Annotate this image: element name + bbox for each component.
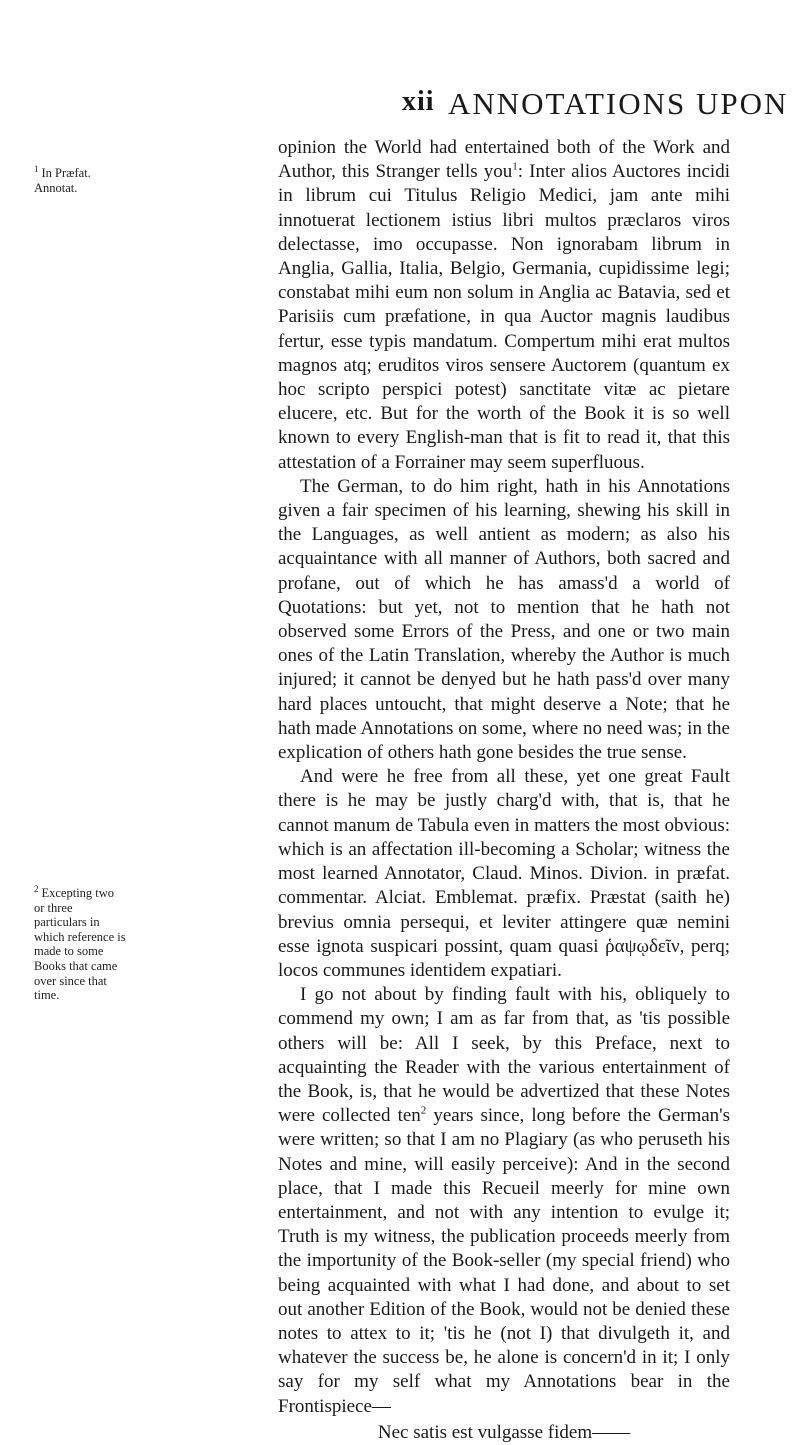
sidenote-mark: 2	[34, 883, 39, 894]
sidenote-mark: 1	[34, 163, 39, 174]
paragraph: The German, to do him right, hath in his Annotations given a fair specimen of his learning, shewing his skill in the Languages, as well antient as modern; as also his acquaintance with all manner of Authors, both sacred and profane, out of which he has amass'd a world of Quotations: but yet, not to mention that he hath not observed some Errors of the Press, and one or two main ones of the Latin Translation, whereby the Author is much injured; it cannot be denyed but he hath pass'd over many hard places untoucht, that might deserve a Note; that he hath made Annotations on some, where no need was; in the explication of others hath gone besides the true sense.	[278, 475, 730, 764]
page-header	[0, 86, 800, 126]
running-head: ANNOTATIONS UPON	[448, 86, 789, 121]
sidenote-1	[34, 163, 126, 195]
sidenote-text: Excepting two or three particulars in which reference is made to some Books that came over since that time.	[34, 886, 126, 1003]
verse-quotation: Nec satis est vulgasse fidem——	[377, 1421, 631, 1443]
paragraph	[278, 983, 730, 1419]
sidenote-2	[34, 883, 126, 1003]
footnote-reference: 1	[512, 160, 518, 173]
sidenote-text: In Præfat. Annotat.	[34, 166, 91, 195]
paragraph-text: opinion the World had entertained both of the Work and Author, this Stranger tells you	[278, 137, 730, 183]
footnote-reference: 2	[420, 1104, 427, 1117]
paragraph-text: I go not about by finding fault with his, obliquely to commend my own; I am as far from that, as 'tis possible others will be: All I seek, by this Preface, next to acquainting the Reader with the various entertainment of the Book, is, that he would be advertized that these Notes were collected ten	[278, 984, 730, 1127]
paragraph-text: : Inter alios Auctores incidi in librum cui Titulus Religio Medici, jam ante mihi innotuerat lectionem istius libri multos præclaros viros delectasse, imo occupasse. Non ignorabam librum in Anglia, Gallia, Italia, Belgio, Germania, cupidissime legi; constabat mihi eum non solum in Anglia ac Batavia, sed et Parisiis cum præfatione, in qua Auctor magnis laudibus fertur, esse typis mandatum. Compertum mihi erat multos magnos atq; eruditos viros sensere Auctorem (quantum ex hoc scripto perspici potest) sanctitate vitæ ac pietare elucere, etc. But for the worth of the Book it is so well known to every English-man that is fit to read it, that this attestation of a Forrainer may seem superfluous.	[278, 161, 730, 473]
paragraph-text: years since, long before the German's were written; so that I am no Plagiary (as who peruseth his Notes and mine, will easily perceive): And in the second place, that I made this Recueil meerly for mine own entertainment, and not with any intention to evulge it; Truth is my witness, the publication proceeds meerly from the importunity of the Book-seller (my special friend) who being acquainted with what I had done, and about to set out another Edition of the Book, would not be denied these notes to attex to it; 'tis he (not I) that divulgeth it, and whatever the success be, he alone is concern'd in it; I only say for my self what my Annotations bear in the Frontispiece—	[278, 1105, 730, 1417]
paragraph	[278, 136, 730, 475]
paragraph: And were he free from all these, yet one great Fault there is he may be justly charg'd with, that is, that he cannot manum de Tabula even in matters the most obvious: which is an affectation ill-becoming a Scholar; witness the most learned Annotator, Claud. Minos. Divion. in præfat. commentar. Alciat. Emblemat. præfix. Præstat (saith he) brevius omnia persequi, et leviter attingere quæ nemini esse ignota suspicari possint, quam quasi ῥαψῳδεῖν, perq; locos communes identidem expatiari.	[278, 766, 730, 981]
page-number: xii	[402, 86, 435, 117]
body-text	[278, 136, 730, 1445]
